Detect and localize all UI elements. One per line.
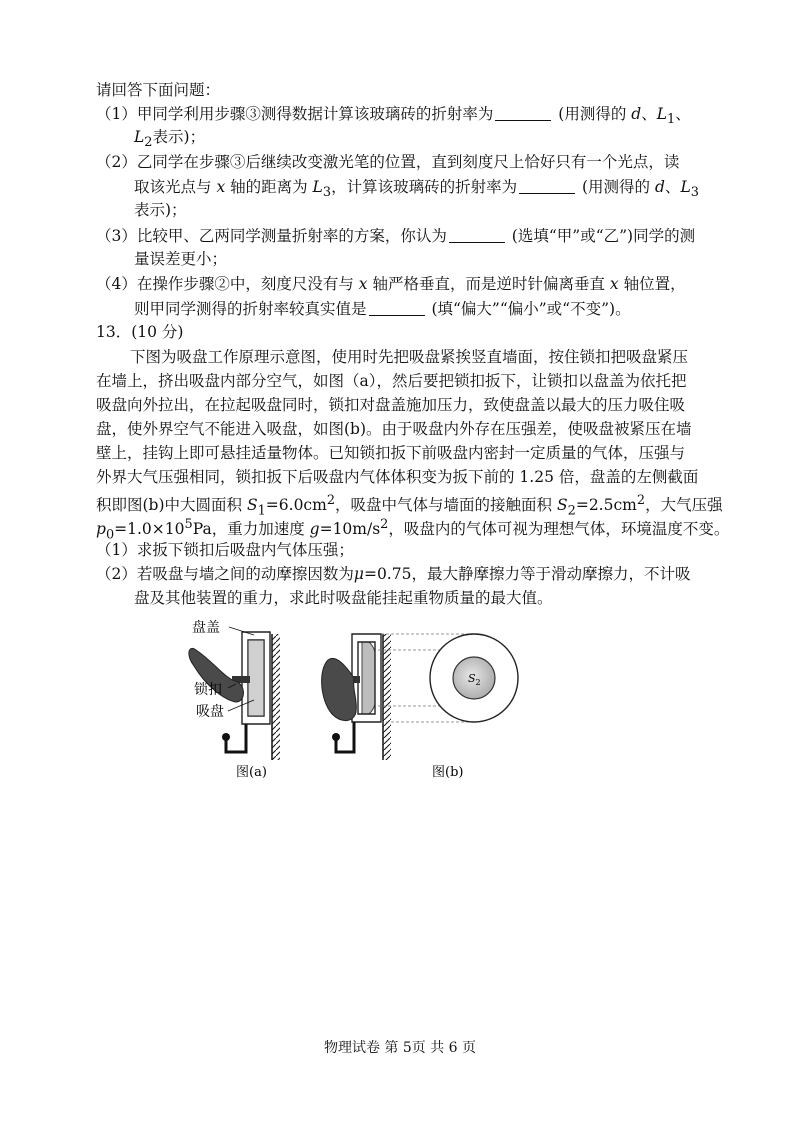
q13-sub-question-1: （1）求扳下锁扣后吸盘内气体压强； <box>96 541 354 559</box>
figure-a <box>189 620 280 780</box>
label-cup: 吸盘 <box>196 704 224 720</box>
q13-paragraph-line-7: 积即图(b)中大圆面积 $S_1=6.0cm^2$，吸盘中气体与墙面的接触面积 $S_2=2.5cm^2$，大气压强 <box>96 493 723 519</box>
q13-paragraph-line-1: 下图为吸盘工作原理示意图，使用时先把吸盘紧挨竖直墙面，按住锁扣把吸盘紧压 <box>130 348 689 366</box>
lock-lever-b <box>322 658 357 720</box>
q13-sub-question-2-line-2: 盘及其他装置的重力，求此时吸盘能挂起重物质量的最大值。 <box>134 589 553 607</box>
cover-inner-a <box>248 640 264 716</box>
intro-text: 请回答下面问题： <box>96 81 221 99</box>
caption-a: 图(a) <box>236 765 267 780</box>
page-footer: 物理试卷 第 5页 共 6 页 <box>323 1040 477 1056</box>
caption-b: 图(b) <box>432 765 464 780</box>
question-1-line-1: （1）甲同学利用步骤③测得数据计算该玻璃砖的折射率为 (用测得的 d、$L_1$、 <box>96 105 691 128</box>
q13-sub-question-2-line-1: （2）若吸盘与墙之间的动摩擦因数为μ=0.75，最大静摩擦力等于滑动摩擦力，不计吸 <box>96 565 691 583</box>
q13-paragraph-line-5: 壁上，挂钩上即可悬挂适量物体。已知锁扣扳下前吸盘内密封一定质量的气体，压强与 <box>96 444 686 462</box>
label-cover: 盘盖 <box>192 620 220 636</box>
question-3-line-2: 量误差更小； <box>134 250 228 268</box>
q13-paragraph-line-8: $p_0=1.0\times 10^5Pa$，重力加速度 $g=10m/s^2$，吸盘内的气体可视为理想气体，环境温度不变。 <box>96 517 730 543</box>
q13-paragraph-line-3: 吸盘向外拉出，在拉起吸盘同时，锁扣对盘盖施加压力，致使盘盖以最大的压力吸住吸 <box>96 396 686 414</box>
question-4-line-1: （4）在操作步骤②中，刻度尺没有与 x 轴严格垂直，而是逆时针偏离垂直 x 轴位置， <box>96 275 686 293</box>
hook-end-a <box>222 733 230 741</box>
question-2-line-1: （2）乙同学在步骤③后继续改变激光笔的位置，直到刻度尺上恰好只有一个光点，读 <box>96 153 680 171</box>
label-lock: 锁扣 <box>194 682 222 698</box>
wall-hatch-a <box>272 634 280 760</box>
q13-paragraph-line-4: 盘，使外界空气不能进入吸盘，如图(b)。由于吸盘内外存在压强差，使吸盘被紧压在墙 <box>96 420 692 438</box>
question-2-line-2: 取该光点与 x 轴的距离为 $L_3$，计算该玻璃砖的折射率为 (用测得的 d、$L_3$ <box>134 178 699 201</box>
q13-paragraph-line-2: 在墙上，挤出吸盘内部分空气，如图（a），然后要把锁扣扳下，让锁扣以盘盖为依托把 <box>96 372 687 390</box>
question-1-line-2: $L_2$表示)； <box>134 128 206 151</box>
question-4-line-2: 则甲同学测得的折射率较真实值是 (填“偏大”“偏小”或“不变”)。 <box>134 300 631 318</box>
q13-paragraph-line-6: 外界大气压强相同，锁扣扳下后吸盘内气体体积变为扳下前的 1.25 倍，盘盖的左侧截面 <box>96 468 699 486</box>
s2-label: $S_2$ <box>468 672 481 687</box>
question-13-header: 13．(10 分) <box>96 323 184 341</box>
wall-hatch-b <box>383 634 391 760</box>
figure-b <box>322 634 518 780</box>
question-2-line-3: 表示)； <box>134 201 187 219</box>
question-3-line-1: （3）比较甲、乙两同学测量折射率的方案，你认为 (选填“甲”或“乙”)同学的测 <box>96 227 696 245</box>
hook-end-b <box>332 733 340 741</box>
